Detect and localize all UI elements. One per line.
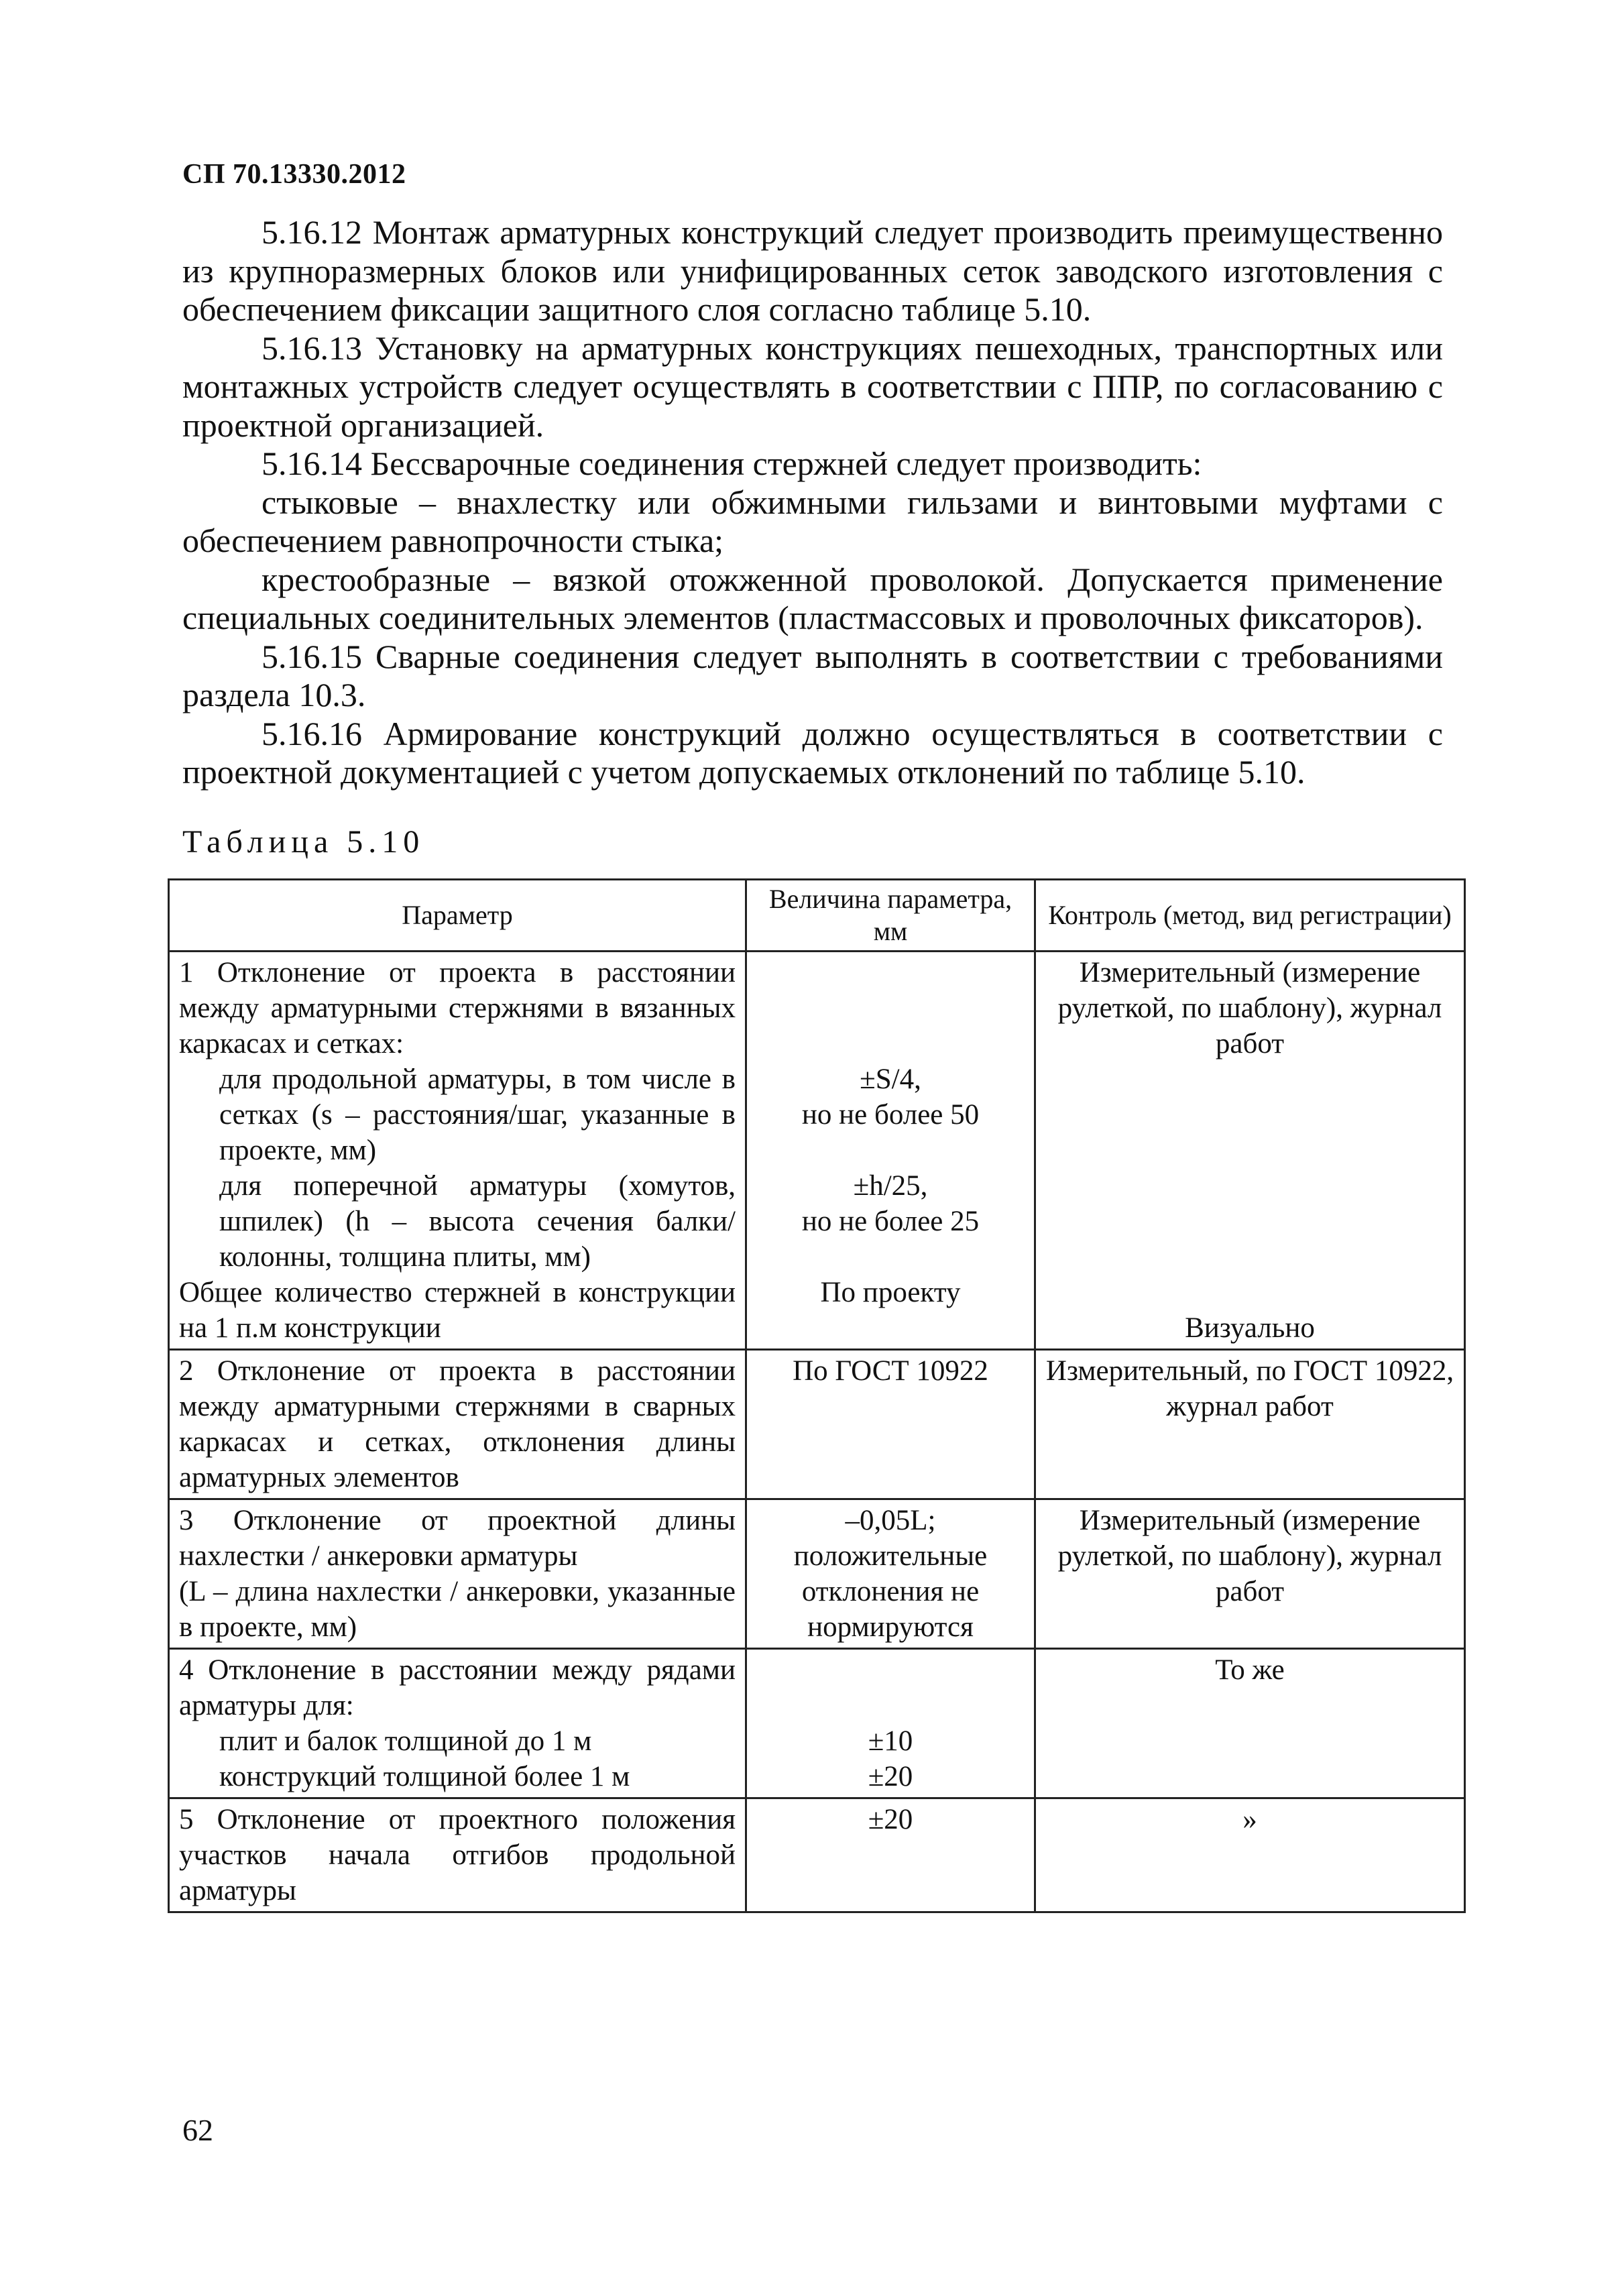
body-text [182,213,1443,792]
row1-extra-parameter: Общее количество стержней в конструкции на 1 п.м конструкции [179,1277,736,1344]
row1-sub2-value-line1: ±h/25, [853,1170,928,1202]
row1-parameter: 1 Отклонение от проекта в расстоянии между арматурными стержнями в вязанных каркасах и сетках: [179,957,736,1059]
paragraph-5-16-14: 5.16.14 Бессварочные соединения стержней следует производить: [262,445,1202,482]
row2-parameter: 2 Отклонение от проекта в расстоянии между арматурными стержнями в сварных каркасах и сетках, отклонения длины арматурных элементов [169,1350,746,1499]
row4-sub1-parameter: плит и балок толщиной до 1 м [219,1725,592,1757]
row3-value-line2: положительные отклонения не нормируются [793,1540,988,1643]
row1-extra-value: По проекту [820,1277,961,1308]
paragraph-5-16-15: 5.16.15 Сварные соединения следует выполнять в соответствии с требованиями раздела 10.3. [182,637,1443,713]
row4-sub2-parameter: конструкций толщиной более 1 м [219,1761,630,1792]
header-parameter: Параметр [169,880,746,952]
row4-sub2-value: ±20 [868,1761,913,1792]
row4-parameter: 4 Отклонение в расстоянии между рядами арматуры для: [179,1654,736,1721]
row3-value-cell [746,1499,1035,1649]
row5-control: » [1035,1798,1465,1912]
row3-value-line1: –0,05L; [845,1505,936,1536]
header-value: Величина параметра, мм [746,880,1035,952]
table-row [169,1649,1465,1798]
table-row [169,1350,1465,1499]
row4-sub1-value: ±10 [868,1725,913,1757]
row3-parameter-cell [169,1499,746,1649]
row1-sub2-parameter: для поперечной арматуры (хомутов, шпилек) (h – высота сечения балки/колонны, толщина плиты, мм) [219,1170,736,1273]
row1-control-cell [1035,952,1465,1350]
row3-control: Измерительный (измерение рулеткой, по шаблону), журнал работ [1035,1499,1465,1649]
row4-value-cell [746,1649,1035,1798]
row2-value: По ГОСТ 10922 [746,1350,1035,1499]
row1-value-cell [746,952,1035,1350]
row1-control: Измерительный (измерение рулеткой, по шаблону), журнал работ [1057,957,1442,1059]
table-row [169,1798,1465,1912]
paragraph-5-16-13: 5.16.13 Установку на арматурных конструкциях пешеходных, транспортных или монтажных устройств следует осуществлять в соответствии с ППР, по согласованию с проектной организацией. [182,329,1443,444]
row1-parameter-cell [169,952,746,1350]
row1-sub1-value-line1: ±S/4, [860,1064,921,1095]
row1-sub2-value-line2: но не более 25 [801,1206,980,1237]
row5-parameter: 5 Отклонение от проектного положения участков начала отгибов продольной арматуры [169,1798,746,1912]
row3-parameter-line2: (L – длина нахлестки / анкеровки, указанные в проекте, мм) [179,1576,736,1643]
row4-parameter-cell [169,1649,746,1798]
row3-parameter-line1: 3 Отклонение от проектной длины нахлестки / анкеровки арматуры [179,1505,736,1572]
row4-control: То же [1035,1649,1465,1798]
paragraph-butt-joints: стыковые – внахлестку или обжимными гильзами и винтовыми муфтами с обеспечением равнопрочности стыка; [182,483,1443,559]
row1-sub1-value-line2: но не более 50 [801,1099,980,1131]
table-header-row [169,880,1465,952]
header-control: Контроль (метод, вид регистрации) [1035,880,1465,952]
page-number: 62 [182,2113,213,2147]
row1-extra-control: Визуально [1185,1312,1315,1344]
document-code-header: СП 70.13330.2012 [182,159,406,190]
row5-value: ±20 [746,1798,1035,1912]
row2-control: Измерительный, по ГОСТ 10922, журнал работ [1035,1350,1465,1499]
paragraph-cross-joints: крестообразные – вязкой отожженной проволокой. Допускается применение специальных соединительных элементов (пластмассовых и проволочных фиксаторов). [182,560,1443,636]
table-row [169,1499,1465,1649]
table-caption: Таблица 5.10 [182,824,425,860]
table-row [169,952,1465,1350]
tolerance-table [168,878,1466,1913]
paragraph-5-16-12: 5.16.12 Монтаж арматурных конструкций следует производить преимущественно из крупноразмерных блоков или унифицированных сеток заводского изготовления с обеспечением фиксации защитного слоя согласно таблице 5.10. [182,213,1443,328]
row1-sub1-parameter: для продольной арматуры, в том числе в сетках (s – расстояния/шаг, указанные в проекте, мм) [219,1064,736,1166]
paragraph-5-16-16: 5.16.16 Армирование конструкций должно осуществляться в соответствии с проектной документацией с учетом допускаемых отклонений по таблице 5.10. [182,714,1443,791]
